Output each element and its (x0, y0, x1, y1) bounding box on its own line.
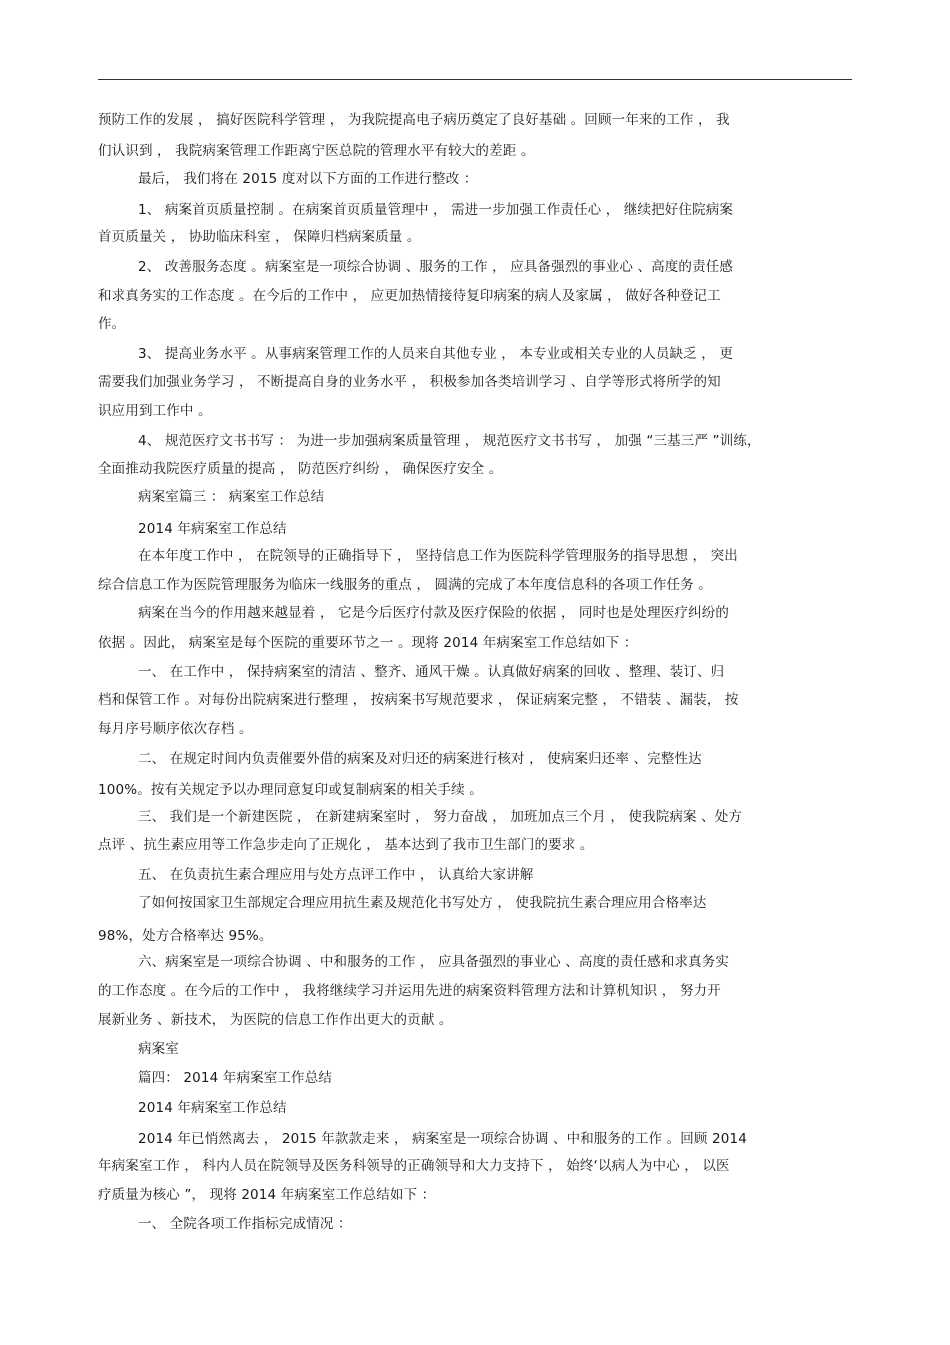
text-line: 1、 病案首页质量控制 。在病案首页质量管理中 ， 需进一步加强工作责任心 ， 继续把好住院病案 (138, 202, 734, 218)
text-line: 预防工作的发展 ， 搞好医院科学管理 ， 为我院提高电子病历奠定了良好基础 。回顾一年来的工作 ， 我 (98, 112, 730, 128)
text-line: 每月序号顺序依次存档 。 (98, 721, 253, 737)
text-line: 2、 改善服务态度 。病案室是一项综合协调 、服务的工作 ， 应具备强烈的事业心 、高度的责任感 (138, 259, 734, 275)
text-line: 六、病案室是一项综合协调 、中和服务的工作 ， 应具备强烈的事业心 、高度的责任感和求真务实 (138, 954, 730, 970)
text-line: 一、 在工作中 ， 保持病案室的清洁 、整齐、通风干燥 。认真做好病案的回收 、整理、装订、归 (138, 664, 725, 680)
text-line: 3、 提高业务水平 。从事病案管理工作的人员来自其他专业 ， 本专业或相关专业的人员缺乏 ， 更 (138, 346, 734, 362)
text-line: 年病案室工作 ， 科内人员在院领导及医务科领导的正确领导和大力支持下 ， 始终‘以病人为中心 ， 以医 (98, 1158, 730, 1174)
text-line: 作。 (98, 316, 126, 332)
text-line: 二、 在规定时间内负责催要外借的病案及对归还的病案进行核对 ， 使病案归还率 、完整性达 (138, 751, 702, 767)
text-line: 了如何按国家卫生部规定合理应用抗生素及规范化书写处方 ， 使我院抗生素合理应用合格率达 (138, 895, 707, 911)
text-line: 综合信息工作为医院管理服务为临床一线服务的重点 ， 圆满的完成了本年度信息科的各项工作任务 。 (98, 577, 712, 593)
text-line: 点评 、抗生素应用等工作急步走向了正规化 ， 基本达到了我市卫生部门的要求 。 (98, 837, 594, 853)
text-line: 2014 年病案室工作总结 (138, 1100, 287, 1116)
text-line: 依据 。因此， 病案室是每个医院的重要环节之一 。现将 2014 年病案室工作总结如下 ： (98, 635, 638, 651)
text-line: 最后， 我们将在 2015 度对以下方面的工作进行整改 ： (138, 171, 478, 187)
text-line: 病案在当今的作用越来越显着 ， 它是今后医疗付款及医疗保险的依据 ， 同时也是处理医疗纠纷的 (138, 605, 730, 621)
text-line: 在本年度工作中 ， 在院领导的正确指导下 ， 坚持信息工作为医院科学管理服务的指导思想 ， 突出 (138, 548, 738, 564)
text-line: 2014 年病案室工作总结 (138, 521, 287, 537)
text-line: 五、 在负责抗生素合理应用与处方点评工作中 ， 认真给大家讲解 (138, 867, 534, 883)
header-rule (98, 79, 852, 80)
text-line: 全面推动我院医疗质量的提高 ， 防范医疗纠纷 ， 确保医疗安全 。 (98, 461, 503, 477)
text-line: 们认识到 ， 我院病案管理工作距离宁医总院的管理水平有较大的差距 。 (98, 143, 535, 159)
text-line: 首页质量关 ， 协助临床科室 ， 保障归档病案质量 。 (98, 229, 421, 245)
text-line: 档和保管工作 。对每份出院病案进行整理 ， 按病案书写规范要求 ， 保证病案完整 ， 不错装 、漏装， 按 (98, 692, 739, 708)
text-line: 的工作态度 。在今后的工作中 ， 我将继续学习并运用先进的病案资料管理方法和计算机知识 ， 努力开 (98, 983, 721, 999)
text-line: 病案室 (138, 1041, 179, 1057)
text-line: 2014 年已悄然离去 ， 2015 年款款走来 ， 病案室是一项综合协调 、中和服务的工作 。回顾 2014 (138, 1131, 747, 1147)
text-line: 篇四： 2014 年病案室工作总结 (138, 1070, 332, 1086)
text-line: 病案室篇三 ： 病案室工作总结 (138, 489, 325, 505)
text-line: 识应用到工作中 。 (98, 403, 212, 419)
text-line: 和求真务实的工作态度 。在今后的工作中 ， 应更加热情接待复印病案的病人及家属 ， 做好各种登记工 (98, 288, 721, 304)
text-line: 三、 我们是一个新建医院 ， 在新建病案室时 ， 努力奋战 ， 加班加点三个月 ， 使我院病案 、处方 (138, 809, 743, 825)
text-line: 疗质量为核心 ”， 现将 2014 年病案室工作总结如下 ： (98, 1187, 436, 1203)
text-line: 一、 全院各项工作指标完成情况 ： (138, 1216, 352, 1232)
text-line: 需要我们加强业务学习 ， 不断提高自身的业务水平 ， 积极参加各类培训学习 、自学等形式将所学的知 (98, 374, 721, 390)
text-line: 98%，处方合格率达 95%。 (98, 928, 273, 944)
text-line: 展新业务 、新技术， 为医院的信息工作作出更大的贡献 。 (98, 1012, 453, 1028)
text-line: 100%。按有关规定予以办理同意复印或复制病案的相关手续 。 (98, 782, 483, 798)
text-line: 4、 规范医疗文书书写 ： 为进一步加强病案质量管理 ， 规范医疗文书书写 ， 加强 “三基三严 ”训练， (138, 433, 761, 449)
